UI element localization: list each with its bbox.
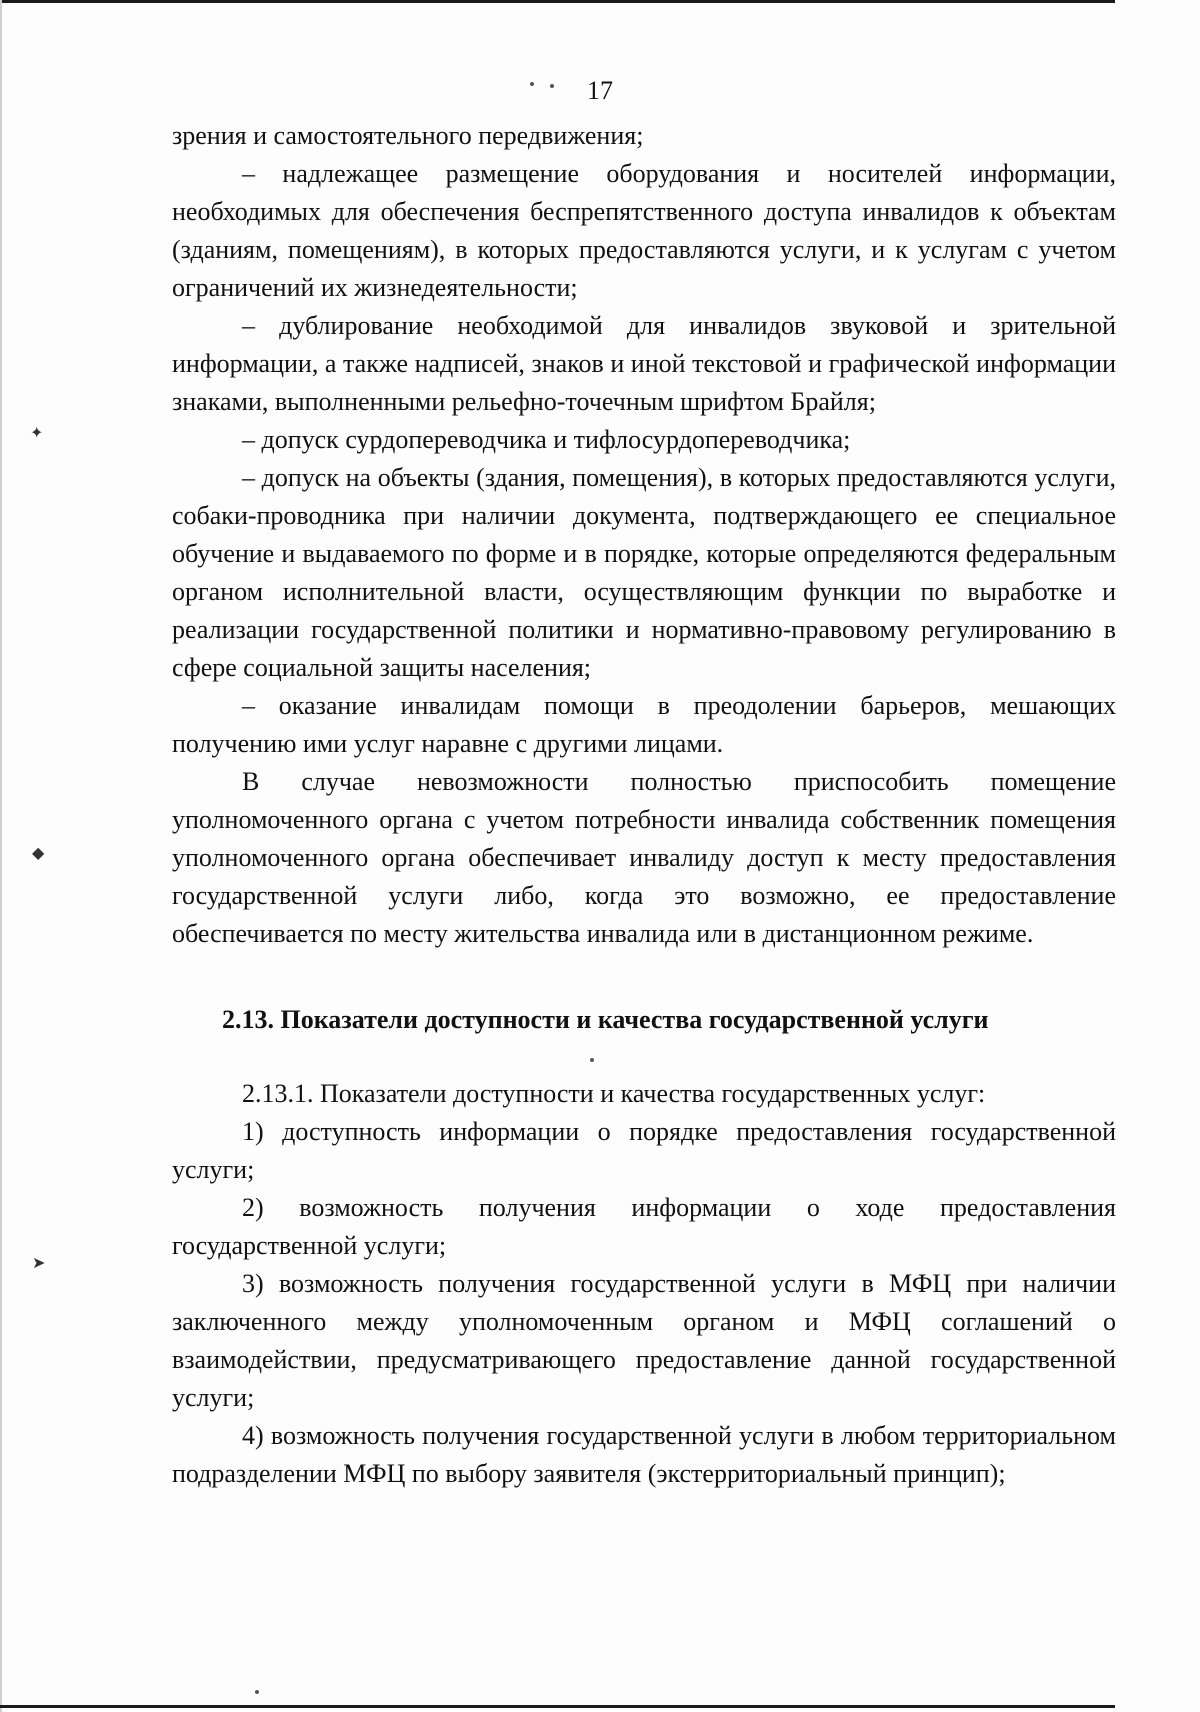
document-body — [172, 117, 1116, 1493]
list-item-information-duplication: – дублирование необходимой для инвалидов звуковой и зрительной информации, а также надписей, знаков и иной текстовой и графической информации знаками, выполненными рельефно-точечным шрифтом Брайля; — [172, 311, 1116, 416]
page-number: 17 — [587, 76, 613, 105]
scan-speck — [590, 1058, 594, 1062]
list-item-interpreter-admission: – допуск сурдопереводчика и тифлосурдопереводчика; — [242, 425, 851, 454]
margin-scan-mark: ◆ — [32, 843, 45, 862]
indicator-item-4: 4) возможность получения государственной услуги в любом территориальном подразделении МФЦ по выбору заявителя (экстерриториальный принцип); — [172, 1421, 1116, 1488]
list-item-guide-dog-admission: – допуск на объекты (здания, помещения), в которых предоставляются услуги, собаки-проводника при наличии документа, подтверждающего ее специальное обучение и выдаваемого по форме и в порядке, которые определяются федеральным органом исполнительной власти, осуществляющим функции по выработке и реализации государственной политики и нормативно-правовому регулированию в сфере социальной защиты населения; — [172, 463, 1116, 682]
indicator-item-2: 2) возможность получения информации о ходе предоставления государственной услуги; — [172, 1193, 1116, 1260]
indicator-item-3: 3) возможность получения государственной услуги в МФЦ при наличии заключенного между уполномоченным органом и МФЦ соглашений о взаимодействии, предусматривающего предоставление данной государственной услуги; — [172, 1269, 1116, 1412]
top-scan-edge — [0, 0, 1115, 3]
scan-speck — [550, 84, 554, 88]
scan-speck — [530, 82, 534, 86]
indicator-item-1: 1) доступность информации о порядке предоставления государственной услуги; — [172, 1117, 1116, 1184]
margin-scan-mark: ✦ — [30, 423, 44, 442]
list-item-equipment-placement: – надлежащее размещение оборудования и носителей информации, необходимых для обеспечения беспрепятственного доступа инвалидов к объектам (зданиям, помещениям), в которых предоставляются услуги, и к услугам с учетом ограничений их жизнедеятельности; — [172, 159, 1116, 302]
paragraph-impossibility-case: В случае невозможности полностью приспособить помещение уполномоченного органа с учетом потребности инвалида собственник помещения уполномоченного органа обеспечивает инвалиду доступ к месту предоставления государственной услуги либо, когда это возможно, ее предоставление обеспечивается по месту жительства инвалида или в дистанционном режиме. — [172, 767, 1116, 948]
list-item-barrier-assistance: – оказание инвалидам помощи в преодолении барьеров, мешающих получению ими услуг наравне с другими лицами. — [172, 691, 1116, 758]
scan-speck — [255, 1690, 259, 1694]
paragraph-continuation: зрения и самостоятельного передвижения; — [172, 121, 644, 150]
section-heading: 2.13. Показатели доступности и качества государственной услуги — [222, 1005, 989, 1034]
bottom-scan-edge — [0, 1705, 1115, 1708]
subsection-intro: 2.13.1. Показатели доступности и качества государственных услуг: — [242, 1079, 986, 1108]
margin-scan-mark: ➤ — [32, 1253, 46, 1272]
left-scan-edge — [0, 0, 2, 1712]
